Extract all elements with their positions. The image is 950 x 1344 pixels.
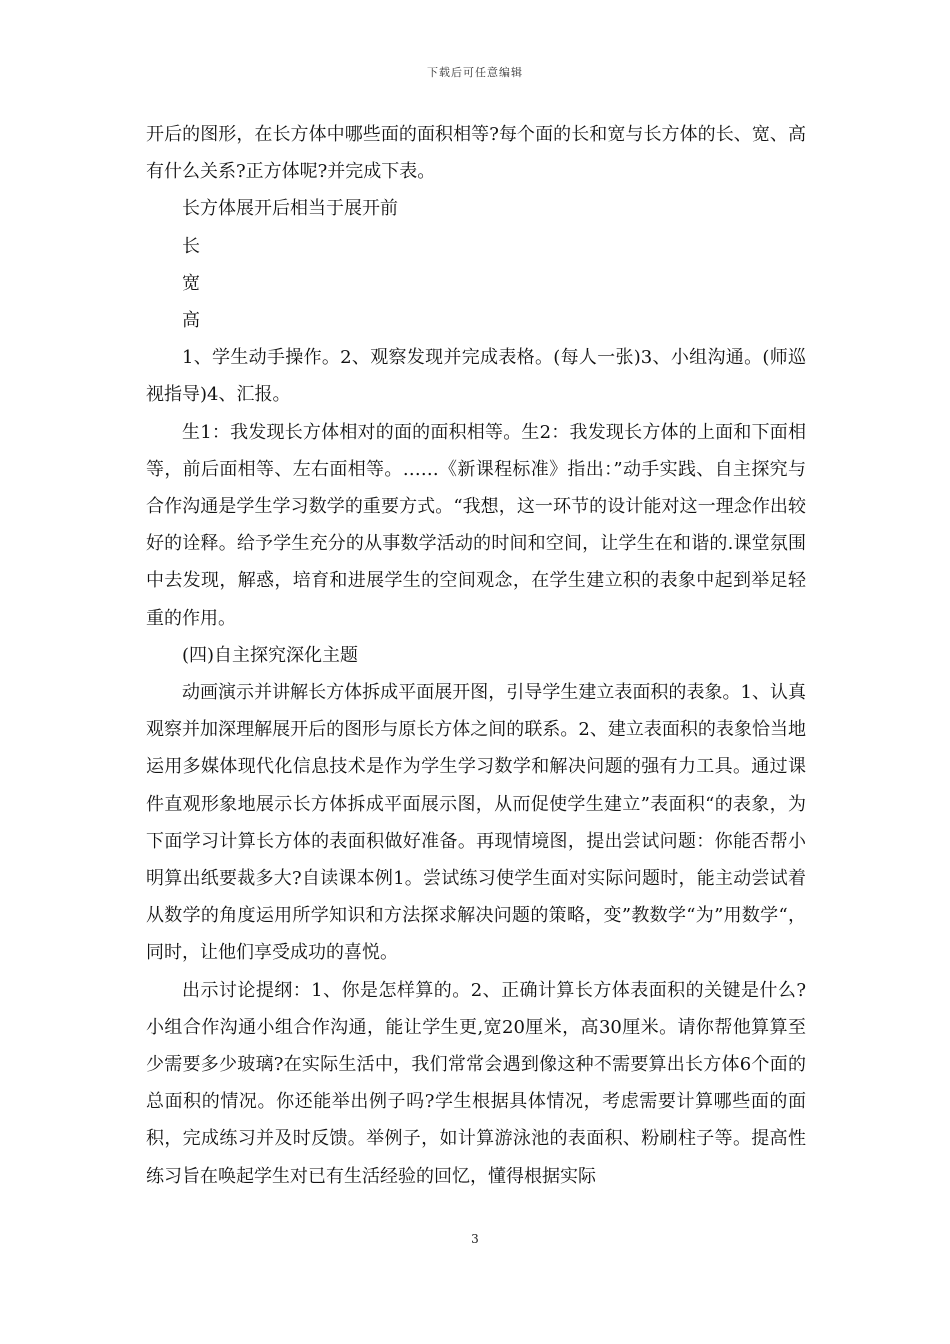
table-row-length: 长 [182,235,200,257]
section-heading: (四)自主探究深化主题 [182,644,359,666]
paragraph-animation-demo: 动画演示并讲解长方体拆成平面展开图，引导学生建立表面积的表象。1、认真观察并加深理解展开后的图形与原长方体之间的联系。2、建立表面积的表象恰当地运用多媒体现代化信息技术是作为学生学习数学和解决问题的强有力工具。通过课件直观形象地展示长方体拆成平面展示图，从而促使学生建立”表面积“的表象，为下面学习计算长方体的表面积做好准备。再现情境图，提出尝试问题：你能否帮小明算出纸要裁多大?自读课本例1。尝试练习使学生面对实际问题时，能主动尝试着从数学的角度运用所学知识和方法探求解决问题的策略，变”教数学“为”用数学“，同时，让他们享受成功的喜悦。 [146,682,806,964]
paragraph-steps: 1、学生动手操作。2、观察发现并完成表格。(每人一张)3、小组沟通。(师巡视指导)4、汇报。 [146,347,806,406]
page-header: 下载后可任意编辑 [427,66,523,79]
table-row-height: 高 [182,310,200,332]
paragraph-student-findings: 生1：我发现长方体相对的面的面积相等。生2：我发现长方体的上面和下面相等，前后面相等、左右面相等。……《新课程标准》指出：”动手实践、自主探究与合作沟通是学生学习数学的重要方式。“我想，这一环节的设计能对这一理念作出较好的诠释。给予学生充分的从事数学活动的时间和空间，让学生在和谐的.课堂氛围中去发现，解惑，培育和进展学生的空间观念，在学生建立积的表象中起到举足轻重的作用。 [146,421,806,629]
table-row-width: 宽 [182,272,200,294]
page-number: 3 [471,1232,479,1246]
paragraph-discussion: 出示讨论提纲：1、你是怎样算的。2、正确计算长方体表面积的关键是什么?小组合作沟通小组合作沟通，能让学生更,宽20厘米，高30厘米。请你帮他算算至少需要多少玻璃?在实际生活中，我们常常会遇到像这种不需要算出长方体6个面的总面积的情况。你还能举出例子吗?学生根据具体情况，考虑需要计算哪些面的面积，完成练习并及时反馈。举例子，如计算游泳池的表面积、粉刷柱子等。提高性练习旨在唤起学生对已有生活经验的回忆，懂得根据实际 [146,979,806,1187]
paragraph-continuation: 开后的图形，在长方体中哪些面的面积相等?每个面的长和宽与长方体的长、宽、高有什么关系?正方体呢?并完成下表。 [146,124,806,183]
document-body [146,116,806,1195]
table-caption: 长方体展开后相当于展开前 [182,198,398,220]
